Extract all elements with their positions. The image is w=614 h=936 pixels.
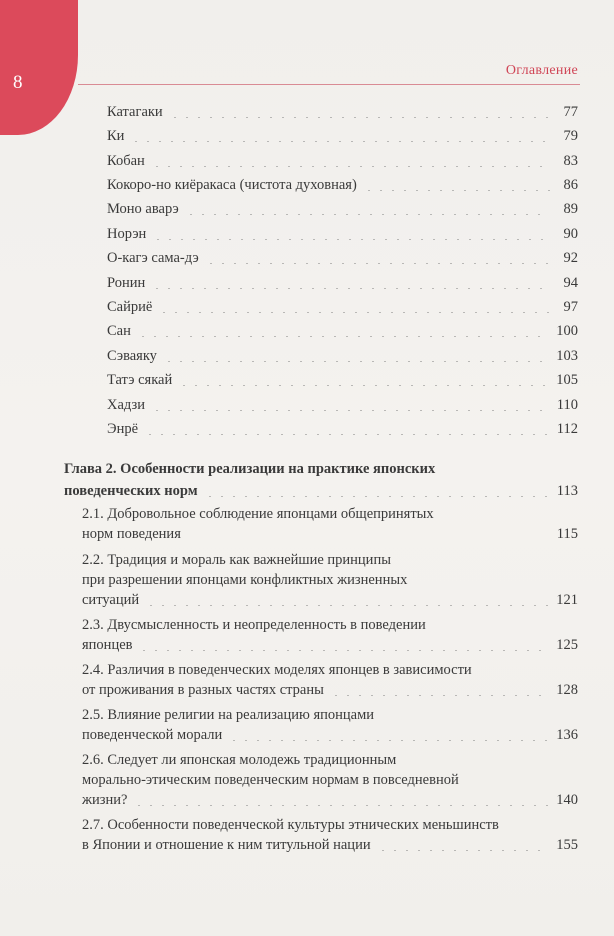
toc-entry-title: Кобан <box>107 153 145 169</box>
section-page: 155 <box>556 837 578 853</box>
section-entry <box>82 523 578 545</box>
section-title-last-line: в Японии и отношение к ним титульной нации <box>82 837 371 853</box>
toc-entry-title: О-кагэ сама-дэ <box>107 250 199 266</box>
section-page: 136 <box>556 727 578 743</box>
dot-leader <box>158 312 550 313</box>
section-title-line: 2.3. Двусмысленность и неопределенность в поведении <box>82 617 426 633</box>
section-page: 128 <box>556 682 578 698</box>
chapter-entry <box>64 480 578 502</box>
dot-leader <box>330 695 550 696</box>
dot-leader <box>145 605 550 606</box>
dot-leader <box>137 336 550 337</box>
dot-leader <box>152 239 550 240</box>
toc-entry-title: Хадзи <box>107 397 145 413</box>
toc-entry-page: 79 <box>563 128 578 144</box>
toc-entry-title: Моно аварэ <box>107 201 179 217</box>
toc-entry <box>107 125 578 147</box>
section-title-last-line: от проживания в разных частях страны <box>82 682 324 698</box>
toc-entry <box>107 150 578 172</box>
running-header-title: Оглавление <box>505 63 578 78</box>
chapter-title-line: Глава 2. Особенности реализации на практике японских <box>64 461 436 477</box>
section-entry <box>82 724 578 746</box>
section-entry <box>82 634 578 656</box>
dot-leader <box>144 434 550 435</box>
toc-entry <box>107 272 578 294</box>
section-title-line: морально-этическим поведенческим нормам в повседневной <box>82 772 459 788</box>
dot-leader <box>377 850 550 851</box>
toc-entry-page: 112 <box>556 421 578 437</box>
toc-entry-title: Ронин <box>107 275 146 291</box>
toc-entry-page: 110 <box>556 397 578 413</box>
dot-leader <box>151 410 550 411</box>
toc-entry-title: Катагаки <box>107 104 163 120</box>
dot-leader <box>228 740 550 741</box>
section-page: 115 <box>556 526 578 542</box>
toc-entry-page: 100 <box>556 323 578 339</box>
section-title-line: 2.2. Традиция и мораль как важнейшие принципы <box>82 552 391 568</box>
toc-entry-title: Сан <box>107 323 131 339</box>
dot-leader <box>163 361 550 362</box>
page-number: 8 <box>13 72 23 93</box>
toc-entry <box>107 394 578 416</box>
dot-leader <box>178 385 550 386</box>
section-entry <box>82 679 578 701</box>
dot-leader <box>130 141 550 142</box>
toc-entry <box>107 101 578 123</box>
toc-entry-title: Сэваяку <box>107 348 157 364</box>
toc-entry-page: 89 <box>563 201 578 217</box>
toc-entry-title: Энрё <box>107 421 139 437</box>
section-page: 125 <box>556 637 578 653</box>
chapter-page: 113 <box>556 483 578 499</box>
section-entry <box>82 589 578 611</box>
section-title-last-line: японцев <box>82 637 133 653</box>
section-title-line: 2.4. Различия в поведенческих моделях японцев в зависимости <box>82 662 472 678</box>
toc-entry-page: 94 <box>563 275 578 291</box>
toc-entry <box>107 198 578 220</box>
dot-leader <box>187 539 550 540</box>
toc-entry-page: 77 <box>563 104 578 120</box>
toc-entry-page: 92 <box>563 250 578 266</box>
dot-leader <box>185 214 550 215</box>
toc-entry <box>107 320 578 342</box>
section-title-last-line: жизни? <box>82 792 128 808</box>
dot-leader <box>138 650 550 651</box>
section-page: 140 <box>556 792 578 808</box>
toc-entry-title: Кокоро-но киёракаса (чистота духовная) <box>107 177 357 193</box>
section-entry <box>82 834 578 856</box>
toc-entry-page: 83 <box>563 153 578 169</box>
section-title-last-line: поведенческой морали <box>82 727 223 743</box>
section-title-last-line: ситуаций <box>82 592 140 608</box>
section-title-line: 2.7. Особенности поведенческой культуры этнических меньшинств <box>82 817 499 833</box>
toc-entry <box>107 247 578 269</box>
dot-leader <box>151 166 550 167</box>
section-title-line: 2.5. Влияние религии на реализацию японцами <box>82 707 375 723</box>
toc-entry <box>107 345 578 367</box>
section-title-line: 2.1. Добровольное соблюдение японцами общепринятых <box>82 506 434 522</box>
toc-entry-page: 97 <box>563 299 578 315</box>
dot-leader <box>169 117 550 118</box>
chapter-title-last-line: поведенческих норм <box>64 483 198 499</box>
toc-entry-title: Татэ сякай <box>107 372 173 388</box>
dot-leader <box>205 263 550 264</box>
toc-entry-page: 105 <box>556 372 578 388</box>
dot-leader <box>151 288 550 289</box>
toc-entry <box>107 174 578 196</box>
toc-entry <box>107 418 578 440</box>
toc-entry <box>107 223 578 245</box>
toc-entry <box>107 369 578 391</box>
toc-entry-page: 86 <box>563 177 578 193</box>
toc-entry <box>107 296 578 318</box>
dot-leader <box>363 190 550 191</box>
dot-leader <box>204 496 550 497</box>
section-title-last-line: норм поведения <box>82 526 181 542</box>
toc-entry-title: Ки <box>107 128 125 144</box>
section-title-line: при разрешении японцами конфликтных жизненных <box>82 572 408 588</box>
toc-entry-title: Норэн <box>107 226 147 242</box>
toc-entry-page: 90 <box>563 226 578 242</box>
dot-leader <box>133 805 550 806</box>
section-title-line: 2.6. Следует ли японская молодежь традиционным <box>82 752 397 768</box>
section-entry <box>82 789 578 811</box>
toc-entry-title: Сайриё <box>107 299 153 315</box>
toc-entry-page: 103 <box>556 348 578 364</box>
section-page: 121 <box>556 592 578 608</box>
